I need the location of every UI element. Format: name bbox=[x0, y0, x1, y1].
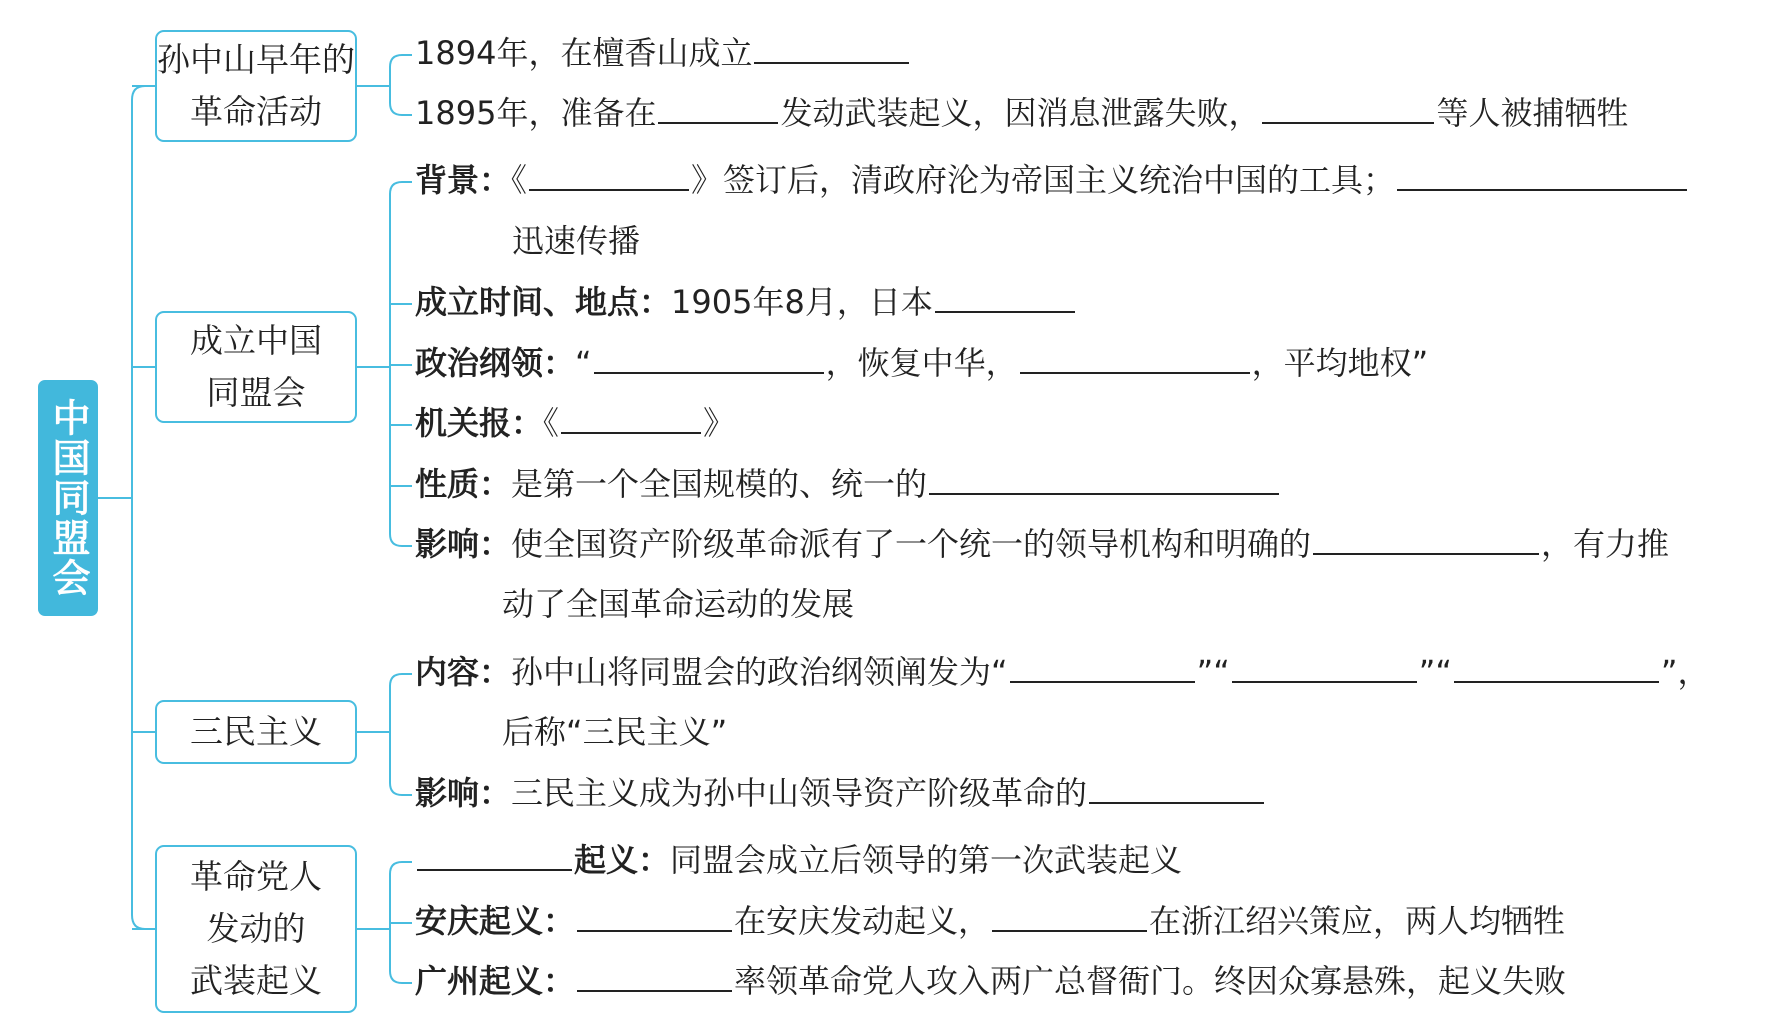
line-text: 使全国资产阶级革命派有了一个统一的领导机构和明确的 bbox=[511, 525, 1312, 563]
topic-node-3: 三民主义 bbox=[155, 700, 357, 764]
trunk-connector bbox=[98, 86, 155, 929]
line-text: 1894年，在檀香山成立 bbox=[415, 34, 753, 72]
line-label: 安庆起义： bbox=[415, 902, 576, 940]
fill-in-blank[interactable] bbox=[935, 283, 1075, 313]
fill-in-blank[interactable] bbox=[561, 404, 701, 434]
fill-in-blank[interactable] bbox=[754, 34, 909, 64]
fill-in-blank[interactable] bbox=[594, 344, 824, 374]
fill-in-blank[interactable] bbox=[1020, 344, 1250, 374]
line-text: 《 bbox=[511, 161, 528, 199]
line-label: 广州起义： bbox=[415, 962, 576, 1000]
line-text: 三民主义成为孙中山领导资产阶级革命的 bbox=[511, 774, 1088, 812]
detail-line bbox=[415, 464, 1281, 504]
fill-in-blank[interactable] bbox=[577, 902, 732, 932]
line-text: 《 bbox=[543, 404, 560, 442]
line-label: 内容： bbox=[415, 653, 512, 691]
line-text: ”， bbox=[1660, 653, 1710, 691]
line-text: 迅速传播 bbox=[512, 222, 641, 260]
fill-in-blank[interactable] bbox=[417, 841, 572, 871]
detail-line bbox=[415, 901, 1565, 941]
detail-line bbox=[415, 524, 1669, 564]
line-text: 1905年8月，日本 bbox=[671, 283, 933, 321]
topic-node-2: 成立中国 同盟会 bbox=[155, 311, 357, 423]
line-text: 动了全国革命运动的发展 bbox=[502, 585, 855, 623]
line-text: ，平均地权” bbox=[1251, 344, 1429, 382]
fill-in-blank[interactable] bbox=[577, 962, 732, 992]
line-text: 在安庆发动起义， bbox=[734, 902, 991, 940]
line-text: 》签订后，清政府沦为帝国主义统治中国的工具； bbox=[691, 161, 1396, 199]
line-text: ，有力推 bbox=[1541, 525, 1670, 563]
detail-line bbox=[415, 652, 1710, 692]
bracket-1 bbox=[357, 55, 412, 115]
line-label: 影响： bbox=[415, 525, 512, 563]
line-label: 性质： bbox=[415, 465, 512, 503]
detail-line bbox=[502, 584, 854, 624]
detail-line bbox=[415, 773, 1266, 813]
line-text: 孙中山将同盟会的政治纲领阐发为“ bbox=[511, 653, 1008, 691]
fill-in-blank[interactable] bbox=[1262, 94, 1434, 124]
detail-line bbox=[415, 840, 1182, 880]
line-label: 影响： bbox=[415, 774, 512, 812]
line-text: 后称“三民主义” bbox=[502, 713, 728, 751]
line-text: ”“ bbox=[1196, 653, 1230, 691]
fill-in-blank[interactable] bbox=[1010, 653, 1195, 683]
line-text: 等人被捕牺牲 bbox=[1436, 94, 1629, 132]
line-text: ，恢复中华， bbox=[825, 344, 1018, 382]
line-text: 发动武装起义，因消息泄露失败， bbox=[780, 94, 1261, 132]
detail-line bbox=[415, 282, 1077, 322]
root-node: 中国同盟会 bbox=[38, 380, 98, 616]
line-label: 机关报： bbox=[415, 404, 544, 442]
fill-in-blank[interactable] bbox=[1454, 653, 1659, 683]
line-text: 1895年，准备在 bbox=[415, 94, 657, 132]
line-text: ”“ bbox=[1418, 653, 1452, 691]
detail-line bbox=[502, 712, 727, 752]
line-label: 成立时间、地点： bbox=[415, 283, 672, 321]
fill-in-blank[interactable] bbox=[1232, 653, 1417, 683]
line-label: 背景： bbox=[415, 161, 512, 199]
detail-line bbox=[415, 93, 1628, 133]
line-text: 同盟会成立后领导的第一次武装起义 bbox=[670, 841, 1183, 879]
detail-line bbox=[415, 961, 1566, 1001]
line-text: 》 bbox=[703, 404, 736, 442]
topic-node-4: 革命党人 发动的 武装起义 bbox=[155, 845, 357, 1013]
line-label: 起义： bbox=[574, 841, 671, 879]
line-label: 政治纲领： bbox=[415, 344, 576, 382]
fill-in-blank[interactable] bbox=[992, 902, 1147, 932]
line-text: 率领革命党人攻入两广总督衙门。终因众寡悬殊，起义失败 bbox=[734, 962, 1567, 1000]
detail-line bbox=[512, 221, 640, 261]
fill-in-blank[interactable] bbox=[1313, 525, 1539, 555]
line-text: 是第一个全国规模的、统一的 bbox=[511, 465, 928, 503]
line-text: “ bbox=[575, 344, 592, 382]
fill-in-blank[interactable] bbox=[658, 94, 778, 124]
line-text: 在浙江绍兴策应，两人均牺牲 bbox=[1149, 902, 1566, 940]
detail-line bbox=[415, 343, 1428, 383]
fill-in-blank[interactable] bbox=[929, 465, 1279, 495]
detail-line bbox=[415, 33, 911, 73]
bracket-3 bbox=[357, 674, 412, 795]
detail-line bbox=[415, 403, 735, 443]
topic-node-1: 孙中山早年的 革命活动 bbox=[155, 30, 357, 142]
fill-in-blank[interactable] bbox=[529, 161, 689, 191]
fill-in-blank[interactable] bbox=[1089, 774, 1264, 804]
fill-in-blank[interactable] bbox=[1397, 161, 1687, 191]
detail-line bbox=[415, 160, 1689, 200]
